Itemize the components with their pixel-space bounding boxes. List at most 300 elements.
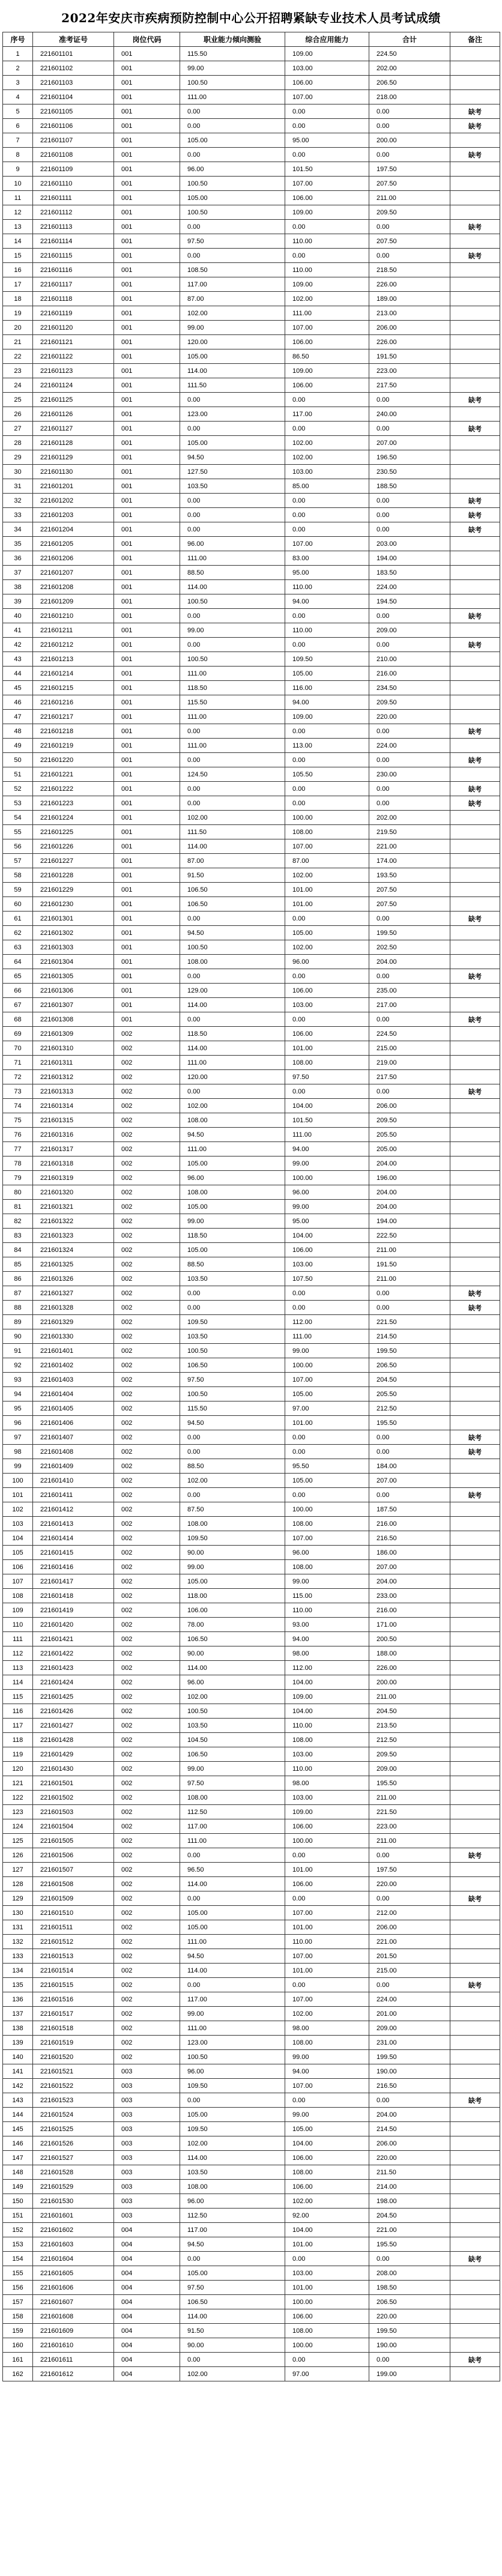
cell-note — [450, 1819, 500, 1834]
cell-total: 204.50 — [369, 2209, 450, 2223]
cell-seq: 10 — [3, 177, 33, 191]
cell-post: 001 — [114, 508, 180, 522]
cell-note — [450, 1733, 500, 1747]
cell-comprehensive: 95.00 — [285, 566, 369, 580]
cell-post: 004 — [114, 2295, 180, 2309]
cell-note — [450, 2295, 500, 2309]
cell-total: 224.50 — [369, 1027, 450, 1041]
cell-total: 174.00 — [369, 854, 450, 868]
table-row — [3, 2165, 500, 2180]
cell-aptitude: 100.50 — [180, 76, 285, 90]
cell-ticket: 221601501 — [33, 1776, 114, 1791]
table-row — [3, 710, 500, 724]
cell-seq: 7 — [3, 133, 33, 148]
cell-post: 002 — [114, 1185, 180, 1200]
cell-post: 001 — [114, 90, 180, 104]
cell-post: 001 — [114, 839, 180, 854]
cell-aptitude: 99.00 — [180, 623, 285, 638]
cell-post: 001 — [114, 76, 180, 90]
cell-ticket: 221601402 — [33, 1358, 114, 1373]
cell-total: 0.00 — [369, 1286, 450, 1301]
cell-total: 0.00 — [369, 724, 450, 739]
cell-post: 003 — [114, 2079, 180, 2093]
cell-seq: 111 — [3, 1632, 33, 1646]
cell-ticket: 221601527 — [33, 2151, 114, 2165]
cell-total: 194.50 — [369, 594, 450, 609]
cell-note — [450, 1762, 500, 1776]
cell-post: 002 — [114, 1762, 180, 1776]
cell-post: 002 — [114, 2007, 180, 2021]
cell-post: 001 — [114, 1012, 180, 1027]
cell-aptitude: 114.00 — [180, 998, 285, 1012]
cell-ticket: 221601301 — [33, 912, 114, 926]
cell-ticket: 221601107 — [33, 133, 114, 148]
cell-ticket: 221601322 — [33, 1214, 114, 1229]
cell-seq: 43 — [3, 652, 33, 667]
table-row — [3, 1156, 500, 1171]
cell-note — [450, 1589, 500, 1603]
cell-comprehensive: 101.00 — [285, 1416, 369, 1430]
table-row — [3, 148, 500, 162]
cell-total: 205.50 — [369, 1128, 450, 1142]
cell-note — [450, 1156, 500, 1171]
cell-comprehensive: 98.00 — [285, 1646, 369, 1661]
cell-seq: 49 — [3, 739, 33, 753]
cell-ticket: 221601224 — [33, 811, 114, 825]
cell-ticket: 221601524 — [33, 2108, 114, 2122]
cell-comprehensive: 0.00 — [285, 148, 369, 162]
table-row — [3, 450, 500, 465]
table-row — [3, 1891, 500, 1906]
cell-post: 001 — [114, 609, 180, 623]
table-row — [3, 2252, 500, 2266]
cell-total: 0.00 — [369, 422, 450, 436]
table-row — [3, 623, 500, 638]
cell-ticket: 221601426 — [33, 1704, 114, 1719]
cell-total: 224.00 — [369, 580, 450, 594]
cell-aptitude: 117.00 — [180, 1819, 285, 1834]
cell-comprehensive: 101.00 — [285, 2281, 369, 2295]
cell-aptitude: 0.00 — [180, 1286, 285, 1301]
cell-note — [450, 90, 500, 104]
cell-comprehensive: 108.00 — [285, 2165, 369, 2180]
cell-comprehensive: 113.00 — [285, 739, 369, 753]
cell-note — [450, 1834, 500, 1848]
cell-aptitude: 106.00 — [180, 1603, 285, 1618]
cell-post: 001 — [114, 378, 180, 393]
cell-ticket: 221601203 — [33, 508, 114, 522]
table-row — [3, 1531, 500, 1546]
cell-seq: 128 — [3, 1877, 33, 1891]
cell-post: 002 — [114, 1099, 180, 1113]
cell-total: 0.00 — [369, 220, 450, 234]
cell-aptitude: 0.00 — [180, 422, 285, 436]
header-post: 岗位代码 — [114, 32, 180, 47]
cell-comprehensive: 108.00 — [285, 825, 369, 839]
cell-total: 0.00 — [369, 2353, 450, 2367]
cell-total: 186.00 — [369, 1546, 450, 1560]
cell-comprehensive: 0.00 — [285, 422, 369, 436]
cell-post: 002 — [114, 1964, 180, 1978]
cell-aptitude: 103.50 — [180, 2165, 285, 2180]
cell-aptitude: 111.00 — [180, 667, 285, 681]
cell-aptitude: 94.50 — [180, 2237, 285, 2252]
table-row — [3, 2353, 500, 2367]
cell-comprehensive: 106.00 — [285, 984, 369, 998]
cell-note — [450, 2108, 500, 2122]
cell-total: 224.50 — [369, 47, 450, 61]
cell-ticket: 221601529 — [33, 2180, 114, 2194]
cell-post: 002 — [114, 1863, 180, 1877]
cell-ticket: 221601319 — [33, 1171, 114, 1185]
cell-total: 201.00 — [369, 2007, 450, 2021]
cell-note — [450, 2050, 500, 2064]
cell-comprehensive: 0.00 — [285, 104, 369, 119]
cell-post: 002 — [114, 1257, 180, 1272]
cell-comprehensive: 109.00 — [285, 1805, 369, 1819]
cell-seq: 68 — [3, 1012, 33, 1027]
cell-comprehensive: 107.00 — [285, 1906, 369, 1920]
cell-aptitude: 111.00 — [180, 1142, 285, 1156]
cell-total: 207.50 — [369, 177, 450, 191]
cell-comprehensive: 100.00 — [285, 1171, 369, 1185]
cell-post: 001 — [114, 292, 180, 306]
cell-comprehensive: 85.00 — [285, 479, 369, 494]
cell-ticket: 221601401 — [33, 1344, 114, 1358]
cell-ticket: 221601116 — [33, 263, 114, 277]
cell-ticket: 221601521 — [33, 2064, 114, 2079]
cell-note — [450, 1387, 500, 1401]
cell-seq: 79 — [3, 1171, 33, 1185]
cell-aptitude: 97.50 — [180, 234, 285, 249]
cell-aptitude: 111.00 — [180, 2021, 285, 2036]
cell-total: 221.00 — [369, 1935, 450, 1949]
cell-seq: 145 — [3, 2122, 33, 2136]
cell-seq: 38 — [3, 580, 33, 594]
cell-seq: 135 — [3, 1978, 33, 1992]
cell-post: 001 — [114, 321, 180, 335]
cell-note: 缺考 — [450, 782, 500, 796]
cell-comprehensive: 104.00 — [285, 1229, 369, 1243]
table-row — [3, 1603, 500, 1618]
cell-total: 0.00 — [369, 2093, 450, 2108]
cell-post: 001 — [114, 220, 180, 234]
cell-seq: 152 — [3, 2223, 33, 2237]
cell-aptitude: 96.50 — [180, 1863, 285, 1877]
table-row — [3, 90, 500, 104]
cell-post: 003 — [114, 2209, 180, 2223]
cell-seq: 17 — [3, 277, 33, 292]
cell-note: 缺考 — [450, 2353, 500, 2367]
cell-comprehensive: 0.00 — [285, 782, 369, 796]
table-row — [3, 1675, 500, 1690]
cell-comprehensive: 101.50 — [285, 162, 369, 177]
cell-total: 207.00 — [369, 1560, 450, 1574]
cell-post: 001 — [114, 868, 180, 883]
cell-ticket: 221601108 — [33, 148, 114, 162]
cell-aptitude: 111.00 — [180, 1834, 285, 1848]
cell-comprehensive: 108.00 — [285, 1560, 369, 1574]
cell-post: 002 — [114, 1056, 180, 1070]
cell-seq: 149 — [3, 2180, 33, 2194]
cell-comprehensive: 102.00 — [285, 450, 369, 465]
cell-seq: 127 — [3, 1863, 33, 1877]
cell-seq: 74 — [3, 1099, 33, 1113]
cell-seq: 107 — [3, 1574, 33, 1589]
cell-seq: 37 — [3, 566, 33, 580]
cell-post: 001 — [114, 277, 180, 292]
cell-seq: 82 — [3, 1214, 33, 1229]
table-row — [3, 1474, 500, 1488]
cell-seq: 123 — [3, 1805, 33, 1819]
cell-aptitude: 120.00 — [180, 335, 285, 349]
cell-post: 002 — [114, 1891, 180, 1906]
cell-ticket: 221601125 — [33, 393, 114, 407]
table-row — [3, 349, 500, 364]
cell-seq: 104 — [3, 1531, 33, 1546]
table-row — [3, 1243, 500, 1257]
table-row — [3, 1819, 500, 1834]
cell-ticket: 221601303 — [33, 940, 114, 955]
cell-seq: 6 — [3, 119, 33, 133]
cell-post: 004 — [114, 2338, 180, 2353]
cell-ticket: 221601424 — [33, 1675, 114, 1690]
cell-comprehensive: 97.00 — [285, 1401, 369, 1416]
cell-aptitude: 111.00 — [180, 1056, 285, 1070]
cell-comprehensive: 103.00 — [285, 1791, 369, 1805]
cell-total: 0.00 — [369, 1848, 450, 1863]
cell-aptitude: 100.50 — [180, 594, 285, 609]
cell-total: 206.00 — [369, 321, 450, 335]
cell-note — [450, 1632, 500, 1646]
cell-aptitude: 102.00 — [180, 2136, 285, 2151]
cell-note — [450, 1776, 500, 1791]
cell-seq: 54 — [3, 811, 33, 825]
cell-note: 缺考 — [450, 119, 500, 133]
cell-seq: 19 — [3, 306, 33, 321]
cell-ticket: 221601520 — [33, 2050, 114, 2064]
table-row — [3, 825, 500, 839]
cell-ticket: 221601221 — [33, 767, 114, 782]
cell-ticket: 221601415 — [33, 1546, 114, 1560]
cell-seq: 148 — [3, 2165, 33, 2180]
cell-seq: 64 — [3, 955, 33, 969]
cell-comprehensive: 0.00 — [285, 119, 369, 133]
cell-ticket: 221601611 — [33, 2353, 114, 2367]
cell-total: 240.00 — [369, 407, 450, 422]
cell-ticket: 221601127 — [33, 422, 114, 436]
cell-ticket: 221601225 — [33, 825, 114, 839]
cell-total: 204.00 — [369, 1156, 450, 1171]
cell-aptitude: 100.50 — [180, 1704, 285, 1719]
cell-post: 001 — [114, 133, 180, 148]
table-row — [3, 479, 500, 494]
table-row — [3, 1142, 500, 1156]
cell-post: 002 — [114, 1776, 180, 1791]
cell-ticket: 221601526 — [33, 2136, 114, 2151]
cell-aptitude: 112.50 — [180, 2209, 285, 2223]
cell-note: 缺考 — [450, 2093, 500, 2108]
cell-comprehensive: 103.00 — [285, 1257, 369, 1272]
cell-total: 0.00 — [369, 1084, 450, 1099]
cell-total: 200.00 — [369, 133, 450, 148]
cell-comprehensive: 107.00 — [285, 1531, 369, 1546]
table-row — [3, 1084, 500, 1099]
cell-total: 0.00 — [369, 1978, 450, 1992]
cell-post: 001 — [114, 364, 180, 378]
cell-post: 002 — [114, 1819, 180, 1834]
table-row — [3, 1315, 500, 1329]
cell-seq: 59 — [3, 883, 33, 897]
cell-seq: 23 — [3, 364, 33, 378]
cell-note: 缺考 — [450, 1286, 500, 1301]
cell-aptitude: 87.00 — [180, 292, 285, 306]
cell-seq: 138 — [3, 2021, 33, 2036]
cell-note — [450, 1056, 500, 1070]
cell-total: 207.50 — [369, 897, 450, 912]
cell-aptitude: 108.00 — [180, 2180, 285, 2194]
table-row — [3, 1185, 500, 1200]
cell-ticket: 221601417 — [33, 1574, 114, 1589]
cell-seq: 95 — [3, 1401, 33, 1416]
cell-note — [450, 1243, 500, 1257]
cell-comprehensive: 106.00 — [285, 2309, 369, 2324]
cell-post: 001 — [114, 450, 180, 465]
cell-ticket: 221601413 — [33, 1517, 114, 1531]
table-row — [3, 1863, 500, 1877]
cell-post: 001 — [114, 739, 180, 753]
cell-ticket: 221601329 — [33, 1315, 114, 1329]
cell-note — [450, 2064, 500, 2079]
cell-total: 0.00 — [369, 1445, 450, 1459]
cell-comprehensive: 97.50 — [285, 1070, 369, 1084]
cell-post: 001 — [114, 998, 180, 1012]
table-row — [3, 1834, 500, 1848]
cell-post: 003 — [114, 2165, 180, 2180]
cell-post: 001 — [114, 494, 180, 508]
cell-ticket: 221601217 — [33, 710, 114, 724]
table-row — [3, 1848, 500, 1863]
cell-note: 缺考 — [450, 1488, 500, 1502]
cell-post: 001 — [114, 623, 180, 638]
cell-aptitude: 111.50 — [180, 825, 285, 839]
cell-post: 004 — [114, 2324, 180, 2338]
cell-total: 220.00 — [369, 710, 450, 724]
cell-post: 002 — [114, 1877, 180, 1891]
table-row — [3, 1502, 500, 1517]
cell-note — [450, 2036, 500, 2050]
cell-aptitude: 108.00 — [180, 955, 285, 969]
table-row — [3, 191, 500, 205]
table-row — [3, 220, 500, 234]
cell-note — [450, 349, 500, 364]
cell-post: 001 — [114, 767, 180, 782]
cell-total: 219.00 — [369, 1056, 450, 1070]
cell-seq: 31 — [3, 479, 33, 494]
cell-note — [450, 825, 500, 839]
cell-ticket: 221601506 — [33, 1848, 114, 1863]
cell-comprehensive: 97.00 — [285, 2367, 369, 2381]
cell-ticket: 221601528 — [33, 2165, 114, 2180]
cell-note — [450, 1531, 500, 1546]
table-row — [3, 364, 500, 378]
table-row — [3, 1661, 500, 1675]
cell-aptitude: 88.50 — [180, 566, 285, 580]
cell-post: 001 — [114, 652, 180, 667]
cell-total: 226.00 — [369, 277, 450, 292]
cell-aptitude: 117.00 — [180, 1992, 285, 2007]
cell-post: 001 — [114, 234, 180, 249]
cell-aptitude: 0.00 — [180, 1978, 285, 1992]
cell-total: 210.00 — [369, 652, 450, 667]
table-row — [3, 2021, 500, 2036]
cell-total: 211.00 — [369, 1791, 450, 1805]
table-row — [3, 104, 500, 119]
cell-seq: 11 — [3, 191, 33, 205]
cell-total: 199.50 — [369, 2050, 450, 2064]
header-seq: 序号 — [3, 32, 33, 47]
table-row — [3, 1747, 500, 1762]
cell-ticket: 221601510 — [33, 1906, 114, 1920]
cell-post: 004 — [114, 2266, 180, 2281]
table-row — [3, 1012, 500, 1027]
cell-note — [450, 1805, 500, 1819]
cell-aptitude: 100.50 — [180, 2050, 285, 2064]
table-row — [3, 868, 500, 883]
cell-post: 002 — [114, 2036, 180, 2050]
cell-note — [450, 2007, 500, 2021]
cell-ticket: 221601309 — [33, 1027, 114, 1041]
cell-post: 001 — [114, 119, 180, 133]
cell-ticket: 221601516 — [33, 1992, 114, 2007]
cell-aptitude: 0.00 — [180, 724, 285, 739]
cell-aptitude: 124.50 — [180, 767, 285, 782]
cell-total: 214.50 — [369, 1329, 450, 1344]
table-row — [3, 984, 500, 998]
cell-post: 001 — [114, 479, 180, 494]
cell-post: 004 — [114, 2367, 180, 2381]
table-row — [3, 969, 500, 984]
cell-comprehensive: 107.00 — [285, 1373, 369, 1387]
cell-seq: 98 — [3, 1445, 33, 1459]
cell-ticket: 221601317 — [33, 1142, 114, 1156]
cell-note — [450, 1747, 500, 1762]
cell-note — [450, 1329, 500, 1344]
cell-ticket: 221601220 — [33, 753, 114, 767]
cell-comprehensive: 106.00 — [285, 1877, 369, 1891]
cell-total: 196.00 — [369, 1171, 450, 1185]
cell-total: 0.00 — [369, 119, 450, 133]
cell-total: 217.00 — [369, 998, 450, 1012]
table-row — [3, 1459, 500, 1474]
cell-post: 002 — [114, 1156, 180, 1171]
cell-post: 002 — [114, 1848, 180, 1863]
cell-seq: 110 — [3, 1618, 33, 1632]
cell-post: 001 — [114, 263, 180, 277]
table-row — [3, 897, 500, 912]
cell-comprehensive: 0.00 — [285, 724, 369, 739]
cell-ticket: 221601430 — [33, 1762, 114, 1776]
cell-comprehensive: 107.00 — [285, 537, 369, 551]
cell-post: 002 — [114, 1719, 180, 1733]
cell-seq: 69 — [3, 1027, 33, 1041]
table-row — [3, 1200, 500, 1214]
cell-note — [450, 2209, 500, 2223]
cell-ticket: 221601110 — [33, 177, 114, 191]
cell-seq: 162 — [3, 2367, 33, 2381]
cell-aptitude: 0.00 — [180, 119, 285, 133]
cell-seq: 93 — [3, 1373, 33, 1387]
